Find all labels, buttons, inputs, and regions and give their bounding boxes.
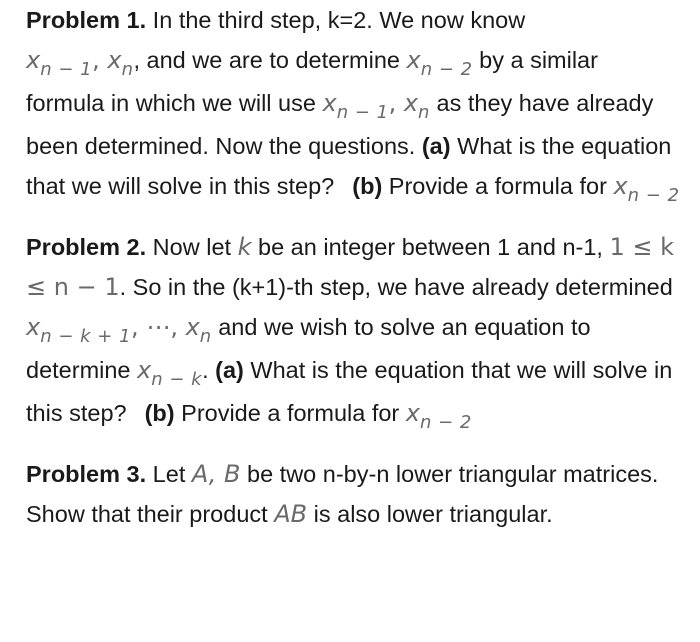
problem-3-text: is also lower triangular. — [307, 501, 553, 527]
math-dots: ⋯ — [146, 313, 171, 341]
part-b-label: (b) — [144, 400, 175, 426]
problem-1-text: as they have already been determined. Now the questions. — [26, 90, 654, 159]
part-a-label: (a) — [215, 357, 244, 383]
problem-3-heading: Problem 3. — [26, 461, 147, 487]
part-a-label: (a) — [421, 133, 451, 159]
problem-1-text: Provide a formula for — [382, 173, 614, 199]
problem-2-text: and we wish to solve an equation to determine — [26, 314, 591, 383]
math-x-n-minus-2: $x_{n - 2}$ — [613, 172, 680, 206]
problem-3 — [26, 454, 680, 534]
math-x-n: $x_n$ — [185, 313, 212, 347]
problem-2-text: Now let — [146, 234, 238, 260]
math-x-n: $x_n$ — [107, 46, 134, 80]
problem-3-text: Let — [146, 461, 192, 487]
math-x-n-minus-1: $x_{n - 1}$ — [322, 89, 389, 123]
problem-2-text: What is the equation that we will solve in this step? — [26, 357, 673, 426]
problem-1-text: What is the equation that we will solve in this step? — [26, 133, 672, 199]
math-x-n-minus-k-plus-1: $x_{n - k + 1}$ — [26, 313, 132, 347]
math-ab: AB — [274, 500, 308, 528]
math-k: k — [237, 233, 252, 261]
problem-1-text: , and we are to determine — [133, 47, 407, 73]
problem-2-text: . — [202, 357, 216, 383]
problem-1-heading: Problem 1. — [26, 7, 147, 33]
problem-1: Problem 1. In the third step, k=2. We now know $x_{n - 1}$, $x_n$, and we are to determine $x_{n - 2}$ by a similar formula in which we will use $x_{n - 1}$, $x_n$ as they have already been determined. Now the questions. (a) What is the equation that we will solve in this step? (b) Provide a formula for $x_{n - 2}$ — [26, 7, 680, 206]
problem-2-text: Provide a formula for — [174, 400, 406, 426]
problem-2-text: be an integer between 1 and n-1, — [251, 234, 610, 260]
problem-2: Problem 2. Now let k be an integer between 1 and n-1, 1 ≤ k ≤ n − 1. So in the (k+1)-th step, we have already determined $x_{n - k + 1}$, ⋯, $x_n$ and we wish to solve an equation to determine $x_{n - k}$. (a) What is the equation that we will solve in this step? (b) Provide a formula for $x_{n - 2}$ — [26, 233, 675, 433]
math-k-range: 1 ≤ k ≤ n − 1 — [26, 233, 675, 301]
math-x-n-minus-2: $x_{n - 2}$ — [405, 399, 472, 433]
math-x-n-minus-2: $x_{n - 2}$ — [406, 46, 473, 80]
math-a-b: A, B — [191, 460, 241, 488]
part-b-label: (b) — [352, 173, 383, 199]
math-x-n-minus-1: $x_{n - 1}$ — [26, 46, 93, 80]
problem-2-heading: Problem 2. — [26, 234, 147, 260]
problem-2-text: . So in the (k+1)-th step, we have already determined — [119, 274, 673, 300]
problem-1-text: by a similar formula in which we will use — [26, 47, 598, 116]
math-x-n-minus-k: $x_{n - k}$ — [137, 356, 203, 390]
problem-3-text: be two n-by-n lower triangular matrices. Show that their product — [26, 461, 659, 527]
problem-1-text: In the third step, k=2. We now know — [146, 7, 526, 33]
math-x-n: $x_n$ — [403, 89, 430, 123]
